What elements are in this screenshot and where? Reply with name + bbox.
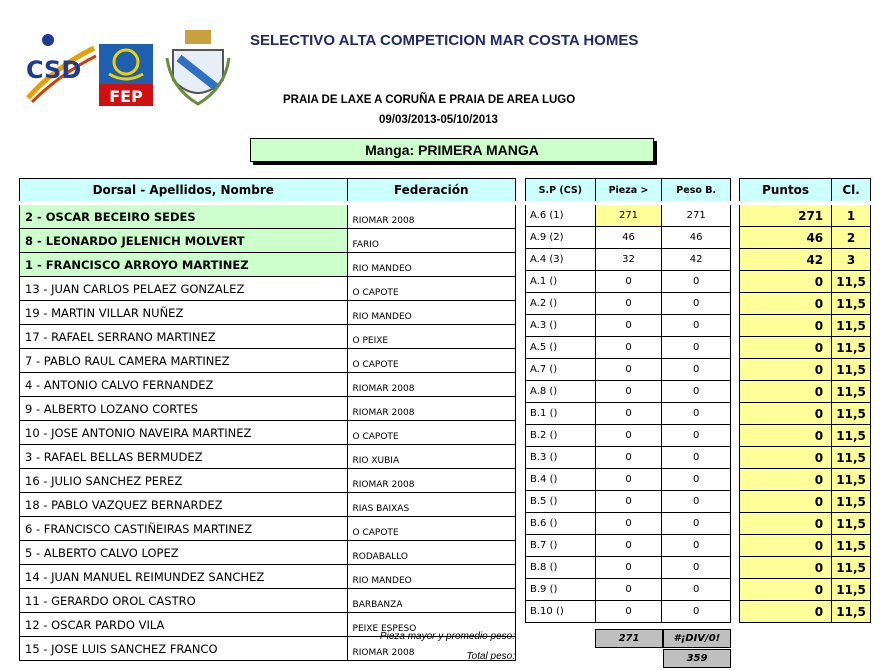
- peso-value: 0: [662, 381, 731, 403]
- participant-name: 10 - JOSE ANTONIO NAVEIRA MARTINEZ: [20, 421, 348, 445]
- participant-name: 3 - RAFAEL BELLAS BERMUDEZ: [20, 445, 348, 469]
- pieza-value: 0: [595, 425, 662, 447]
- table-row: [526, 249, 731, 271]
- sector-position: B.7 (): [526, 535, 596, 557]
- participant-federation: O CAPOTE: [347, 421, 515, 445]
- puntos-value: 0: [740, 381, 832, 403]
- table-row: [20, 421, 516, 445]
- csd-logo-text: CSD: [26, 56, 82, 84]
- pieza-value: 0: [595, 469, 662, 491]
- participant-name: 2 - OSCAR BECEIRO SEDES: [20, 203, 348, 229]
- clasificacion-value: 11,5: [832, 491, 871, 513]
- table-row: [20, 541, 516, 565]
- sector-position: A.5 (): [526, 337, 596, 359]
- participant-name: 13 - JUAN CARLOS PELAEZ GONZALEZ: [20, 277, 348, 301]
- table-row: [740, 337, 871, 359]
- clasificacion-value: 11,5: [832, 513, 871, 535]
- sector-position: B.10 (): [526, 601, 596, 623]
- participant-federation: RODABALLO: [347, 541, 515, 565]
- peso-value: 0: [662, 601, 731, 623]
- table-row: [526, 557, 731, 579]
- participant-federation: O PEIXE: [347, 325, 515, 349]
- manga-title: Manga: PRIMERA MANGA: [250, 138, 654, 162]
- puntos-value: 271: [740, 203, 832, 227]
- participant-federation: RIO MANDEO: [347, 253, 515, 277]
- peso-value: 0: [662, 315, 731, 337]
- participant-name: 8 - LEONARDO JELENICH MOLVERT: [20, 229, 348, 253]
- table-row: [526, 447, 731, 469]
- participant-federation: RIOMAR 2008: [347, 203, 515, 229]
- participant-federation: BARBANZA: [347, 589, 515, 613]
- puntos-value: 0: [740, 447, 832, 469]
- puntos-value: 42: [740, 249, 832, 271]
- participant-name: 18 - PABLO VAZQUEZ BERNARDEZ: [20, 493, 348, 517]
- participant-name: 19 - MARTIN VILLAR NUÑEZ: [20, 301, 348, 325]
- table-row: [740, 579, 871, 601]
- sector-position: A.3 (): [526, 315, 596, 337]
- sector-position: B.5 (): [526, 491, 596, 513]
- table-row: [526, 381, 731, 403]
- header-dorsal: Dorsal - Apellidos, Nombre: [20, 179, 348, 204]
- peso-value: 0: [662, 337, 731, 359]
- table-row: [740, 203, 871, 227]
- sector-position: A.2 (): [526, 293, 596, 315]
- header-peso: Peso B.: [662, 179, 731, 204]
- peso-value: 0: [662, 579, 731, 601]
- sector-position: A.6 (1): [526, 203, 596, 227]
- participants-table: [19, 178, 516, 661]
- table-row: [740, 557, 871, 579]
- clasificacion-value: 11,5: [832, 271, 871, 293]
- clasificacion-value: 11,5: [832, 315, 871, 337]
- score-table: [739, 178, 871, 623]
- pieza-value: 0: [595, 337, 662, 359]
- puntos-value: 0: [740, 293, 832, 315]
- clasificacion-value: 11,5: [832, 359, 871, 381]
- table-row: [740, 359, 871, 381]
- participant-name: 17 - RAFAEL SERRANO MARTINEZ: [20, 325, 348, 349]
- table-row: [526, 469, 731, 491]
- participant-federation: PEIXE ESPESO: [347, 613, 515, 637]
- pieza-mayor-value: 271: [595, 629, 663, 648]
- dates-text: 09/03/2013-05/10/2013: [379, 114, 498, 126]
- table-row: [20, 277, 516, 301]
- puntos-value: 0: [740, 359, 832, 381]
- table-row: [740, 271, 871, 293]
- table-row: [526, 359, 731, 381]
- table-row: [740, 535, 871, 557]
- puntos-value: 0: [740, 315, 832, 337]
- location-text: PRAIA DE LAXE A CORUÑA E PRAIA DE AREA LUGO: [283, 94, 576, 106]
- table-row: [20, 469, 516, 493]
- table-row: [20, 301, 516, 325]
- clasificacion-value: 3: [832, 249, 871, 271]
- table-row: [20, 493, 516, 517]
- table-row: [740, 513, 871, 535]
- sector-position: A.1 (): [526, 271, 596, 293]
- table-row: [526, 315, 731, 337]
- clasificacion-value: 11,5: [832, 557, 871, 579]
- table-row: [20, 517, 516, 541]
- puntos-value: 0: [740, 469, 832, 491]
- participant-federation: RIO XUBIA: [347, 445, 515, 469]
- puntos-value: 0: [740, 601, 832, 623]
- pieza-value: 0: [595, 403, 662, 425]
- sector-position: B.2 (): [526, 425, 596, 447]
- participant-federation: RIO MANDEO: [347, 301, 515, 325]
- pieza-value: 0: [595, 513, 662, 535]
- participant-name: 5 - ALBERTO CALVO LOPEZ: [20, 541, 348, 565]
- participant-federation: RIOMAR 2008: [347, 469, 515, 493]
- participant-federation: RIOMAR 2008: [347, 373, 515, 397]
- peso-value: 0: [662, 425, 731, 447]
- participant-federation: O CAPOTE: [347, 277, 515, 301]
- table-row: [740, 315, 871, 337]
- sector-position: B.9 (): [526, 579, 596, 601]
- participant-name: 14 - JUAN MANUEL REIMUNDEZ SANCHEZ: [20, 565, 348, 589]
- competition-title: SELECTIVO ALTA COMPETICION MAR COSTA HOMES: [250, 32, 639, 49]
- participant-name: 12 - OSCAR PARDO VILA: [20, 613, 348, 637]
- participant-federation: RIOMAR 2008: [347, 637, 515, 661]
- clasificacion-value: 11,5: [832, 447, 871, 469]
- pieza-value: 0: [595, 359, 662, 381]
- fep-logo-text: FEP: [109, 87, 143, 106]
- pieza-value: 0: [595, 601, 662, 623]
- table-row: [740, 381, 871, 403]
- participant-name: 4 - ANTONIO CALVO FERNANDEZ: [20, 373, 348, 397]
- pieza-value: 0: [595, 381, 662, 403]
- puntos-value: 0: [740, 491, 832, 513]
- table-row: [526, 535, 731, 557]
- peso-value: 0: [662, 271, 731, 293]
- header-cl: Cl.: [832, 179, 871, 204]
- participant-federation: O CAPOTE: [347, 349, 515, 373]
- clasificacion-value: 1: [832, 203, 871, 227]
- peso-value: 0: [662, 403, 731, 425]
- sector-position: B.3 (): [526, 447, 596, 469]
- table-row: [526, 579, 731, 601]
- table-row: [20, 565, 516, 589]
- table-row: [740, 491, 871, 513]
- participant-federation: RIOMAR 2008: [347, 397, 515, 421]
- table-row: [526, 293, 731, 315]
- catch-table: [525, 178, 731, 623]
- table-row: [526, 403, 731, 425]
- table-row: [740, 293, 871, 315]
- sector-position: A.8 (): [526, 381, 596, 403]
- galicia-coat-of-arms: [165, 28, 231, 106]
- pieza-value: 0: [595, 557, 662, 579]
- pieza-value: 0: [595, 535, 662, 557]
- total-peso-label: Total peso:: [466, 651, 515, 662]
- table-row: [20, 445, 516, 469]
- table-row: [740, 447, 871, 469]
- clasificacion-value: 11,5: [832, 601, 871, 623]
- clasificacion-value: 11,5: [832, 425, 871, 447]
- sector-position: B.4 (): [526, 469, 596, 491]
- table-row: [526, 203, 731, 227]
- table-row: [20, 397, 516, 421]
- table-row: [20, 589, 516, 613]
- puntos-value: 0: [740, 579, 832, 601]
- clasificacion-value: 11,5: [832, 469, 871, 491]
- table-row: [526, 227, 731, 249]
- sector-position: B.6 (): [526, 513, 596, 535]
- sector-position: B.1 (): [526, 403, 596, 425]
- peso-value: 0: [662, 447, 731, 469]
- table-row: [20, 349, 516, 373]
- header-federacion: Federación: [347, 179, 515, 204]
- pieza-value: 0: [595, 491, 662, 513]
- peso-value: 0: [662, 535, 731, 557]
- csd-logo: [24, 28, 98, 106]
- clasificacion-value: 11,5: [832, 403, 871, 425]
- pieza-value: 32: [595, 249, 662, 271]
- participant-name: 16 - JULIO SANCHEZ PEREZ: [20, 469, 348, 493]
- peso-value: 271: [662, 203, 731, 227]
- table-row: [526, 601, 731, 623]
- table-row: [526, 337, 731, 359]
- table-row: [526, 425, 731, 447]
- header-puntos: Puntos: [740, 179, 832, 204]
- header-pieza: Pieza >: [595, 179, 662, 204]
- table-row: [740, 601, 871, 623]
- participant-name: 7 - PABLO RAUL CAMERA MARTINEZ: [20, 349, 348, 373]
- peso-value: 0: [662, 491, 731, 513]
- pieza-value: 0: [595, 315, 662, 337]
- peso-value: 0: [662, 513, 731, 535]
- pieza-value: 0: [595, 293, 662, 315]
- participant-federation: RIAS BAIXAS: [347, 493, 515, 517]
- table-row: [20, 253, 516, 277]
- header-sp: S.P (CS): [526, 179, 596, 204]
- clasificacion-value: 11,5: [832, 535, 871, 557]
- peso-value: 0: [662, 293, 731, 315]
- participant-name: 15 - JOSE LUIS SANCHEZ FRANCO: [20, 637, 348, 661]
- table-row: [20, 203, 516, 229]
- clasificacion-value: 11,5: [832, 337, 871, 359]
- table-row: [740, 227, 871, 249]
- fep-logo: [99, 44, 153, 106]
- table-row: [20, 229, 516, 253]
- table-row: [526, 491, 731, 513]
- peso-value: 42: [662, 249, 731, 271]
- sector-position: A.4 (3): [526, 249, 596, 271]
- table-row: [526, 513, 731, 535]
- participant-name: 9 - ALBERTO LOZANO CORTES: [20, 397, 348, 421]
- pieza-value: 46: [595, 227, 662, 249]
- clasificacion-value: 11,5: [832, 381, 871, 403]
- sector-position: A.9 (2): [526, 227, 596, 249]
- clasificacion-value: 11,5: [832, 579, 871, 601]
- total-peso-value: 359: [663, 649, 731, 668]
- peso-value: 0: [662, 359, 731, 381]
- puntos-value: 0: [740, 403, 832, 425]
- table-row: [740, 469, 871, 491]
- sector-position: A.7 (): [526, 359, 596, 381]
- puntos-value: 46: [740, 227, 832, 249]
- promedio-peso-value: #¡DIV/0!: [663, 629, 731, 648]
- peso-value: 0: [662, 557, 731, 579]
- peso-value: 0: [662, 469, 731, 491]
- pieza-value: 0: [595, 271, 662, 293]
- peso-value: 46: [662, 227, 731, 249]
- participant-federation: FARIO: [347, 229, 515, 253]
- puntos-value: 0: [740, 557, 832, 579]
- pieza-value: 0: [595, 579, 662, 601]
- participant-name: 1 - FRANCISCO ARROYO MARTINEZ: [20, 253, 348, 277]
- table-row: [526, 271, 731, 293]
- participant-federation: RIO MANDEO: [347, 565, 515, 589]
- table-row: [20, 325, 516, 349]
- puntos-value: 0: [740, 513, 832, 535]
- sector-position: B.8 (): [526, 557, 596, 579]
- participant-federation: O CAPOTE: [347, 517, 515, 541]
- table-row: [740, 249, 871, 271]
- table-row: [20, 373, 516, 397]
- pieza-value: 0: [595, 447, 662, 469]
- clasificacion-value: 11,5: [832, 293, 871, 315]
- pieza-mayor-label: Pieza mayor y promedio peso:: [379, 631, 515, 642]
- table-row: [740, 403, 871, 425]
- table-row: [740, 425, 871, 447]
- pieza-value: 271: [595, 203, 662, 227]
- participant-name: 11 - GERARDO OROL CASTRO: [20, 589, 348, 613]
- participant-name: 6 - FRANCISCO CASTIÑEIRAS MARTINEZ: [20, 517, 348, 541]
- puntos-value: 0: [740, 271, 832, 293]
- puntos-value: 0: [740, 425, 832, 447]
- clasificacion-value: 2: [832, 227, 871, 249]
- puntos-value: 0: [740, 337, 832, 359]
- puntos-value: 0: [740, 535, 832, 557]
